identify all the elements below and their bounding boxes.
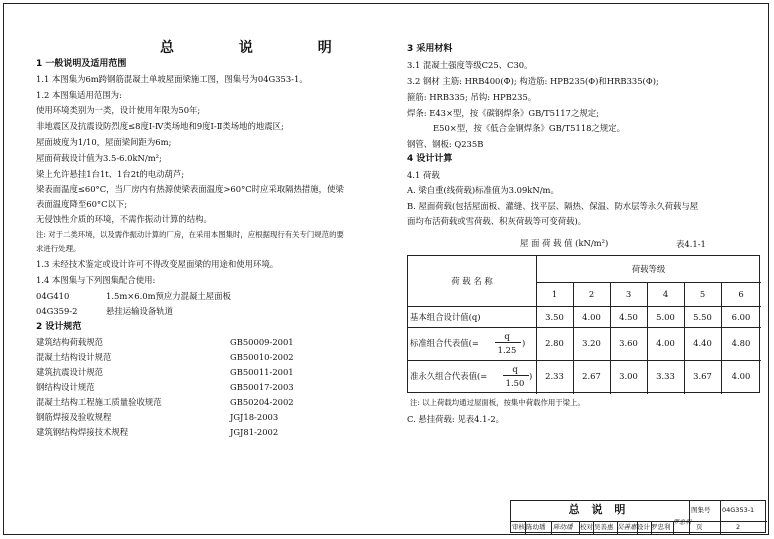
code-number: GB50017-2003 xyxy=(230,382,294,392)
scope-line: 非地震区及抗震设防烈度≤8度Ⅰ-Ⅳ类场地和9度Ⅰ-Ⅱ类场地的地震区; xyxy=(36,121,284,131)
fraction-numerator: q xyxy=(512,364,518,374)
table-cell: 4.50 xyxy=(619,312,638,322)
table-cell: 3.60 xyxy=(619,338,638,348)
table-cell: 3.67 xyxy=(693,371,712,381)
load-line: 面均布活荷载或雪荷载、积灰荷载等可变荷载)。 xyxy=(407,216,587,226)
table-cell: 3.33 xyxy=(656,371,675,381)
material-line: 钢管、钢板: Q235B xyxy=(407,139,484,149)
grade-header: 6 xyxy=(738,289,744,299)
table-title: 屋 面 荷 载 值 (kN/m²) xyxy=(520,238,609,248)
fraction-numerator: q xyxy=(504,331,510,341)
load-line: B. 屋面荷载(包括屋面板、灌缝、找平层、隔热、保温、防水层等永久荷载与屋 xyxy=(407,201,699,211)
code-name: 钢结构设计规范 xyxy=(36,382,95,392)
section-3-heading: 3 采用材料 xyxy=(407,44,453,54)
scope-line: 梁表面温度≤60°C，当厂房内有热源使梁表面温度>60°C时应采取隔热措施，使梁 xyxy=(36,184,344,194)
code-name: 钢筋焊接及验收规程 xyxy=(36,412,112,422)
scope-line: 使用环境类别为一类，设计使用年限为50年; xyxy=(36,105,201,115)
note-line: 注: 对于二类环境，以及需作振动计算的厂房，在采用本图集时，应根据现行有关专门规范的要 xyxy=(36,230,344,239)
material-line: 箍筋: HRB335; 吊钩: HPB235。 xyxy=(407,92,537,102)
col-grade: 荷载等级 xyxy=(631,264,666,274)
grade-header: 2 xyxy=(588,289,595,299)
code-number: GB50009-2001 xyxy=(230,337,294,347)
para-4-1: 4.1 荷载 xyxy=(407,170,440,180)
scope-line: 表面温度降至60°C以下; xyxy=(36,199,128,209)
para-3-1: 3.1 混凝土强度等级C25、C30。 xyxy=(407,60,533,70)
grade-header: 5 xyxy=(699,289,706,299)
table-note: 注: 以上荷载均通过屋面板，按集中荷载作用于梁上。 xyxy=(410,398,585,407)
row-label: 标准组合代表值(= xyxy=(410,338,479,348)
atlas-desc: 悬挂运输设备轨道 xyxy=(106,306,173,316)
table-cell: 5.50 xyxy=(693,312,712,322)
code-number: JGJ18-2003 xyxy=(230,412,279,422)
table-cell: 4.80 xyxy=(731,338,751,348)
fraction-denominator: 1.25 xyxy=(497,345,517,355)
table-cell: 4.00 xyxy=(582,312,601,322)
row-label: 基本组合设计值(q) xyxy=(410,312,481,322)
design-label: 设计 xyxy=(637,523,650,531)
atlas-label: 图集号 xyxy=(691,506,711,514)
fraction-denominator: 1.50 xyxy=(505,378,525,388)
review-label: 审核 xyxy=(512,523,525,531)
grade-header: 1 xyxy=(551,289,558,299)
page-number: 2 xyxy=(736,523,741,531)
atlas-code: 04G410 xyxy=(36,291,70,301)
row-label: 准永久组合代表值(= xyxy=(410,371,488,381)
load-table: 荷 载 名 称 荷载等级 1 2 3 4 5 6 基本组合设计值(q) 3.50 4.00 4.50 5.00 5.50 6.00 标准组合代表值(= q 1.25 ) 2.80 3.20 3.60 4.00 4.40 4.80 准永久组合代表值(= q 1.50 ) 2.33 2.67 3.00 3.33 3.67 4.00 xyxy=(407,255,760,393)
table-number: 表4.1-1 xyxy=(676,239,706,249)
table-cell: 4.00 xyxy=(656,338,675,348)
scope-line: 屋面坡度为1/10，屋面梁间距为6m; xyxy=(36,137,172,147)
scope-line: 屋面荷载设计值为3.5-6.0kN/m²; xyxy=(36,153,162,163)
para-1-4: 1.4 本图集与下列图集配合使用: xyxy=(36,275,156,285)
check-signature: 吴善惠 xyxy=(617,523,637,531)
check-label: 校对 xyxy=(580,523,593,531)
table-cell: 2.80 xyxy=(545,338,564,348)
section-2-heading: 2 设计规范 xyxy=(36,322,82,332)
table-cell: 3.00 xyxy=(619,371,638,381)
table-cell: 3.50 xyxy=(545,312,564,322)
grade-header: 3 xyxy=(625,289,632,299)
code-name: 混凝土结构工程施工质量验收规范 xyxy=(36,397,162,407)
design-name: 罗忠利 xyxy=(651,523,671,531)
table-cell: 4.00 xyxy=(731,371,751,381)
atlas-desc: 1.5m×6.0m预应力混凝土屋面板 xyxy=(106,291,231,301)
section-4-heading: 4 设计计算 xyxy=(407,154,453,164)
table-cell: 3.20 xyxy=(582,338,601,348)
section-1-heading: 1 一般说明及适用范围 xyxy=(36,59,127,69)
code-name: 建筑钢结构焊接技术规程 xyxy=(36,427,129,437)
table-cell: 6.00 xyxy=(731,312,751,322)
page-title: 总 说 明 xyxy=(160,40,362,56)
para-1-1: 1.1 本图集为6m跨钢筋混凝土单坡屋面梁施工图，图集号为04G353-1。 xyxy=(36,74,308,84)
code-number: GB50011-2001 xyxy=(230,367,294,377)
page-label: 页 xyxy=(696,523,703,531)
design-signature: 罗忠利 xyxy=(673,519,692,526)
para-1-2: 1.2 本图集适用范围为: xyxy=(36,90,122,100)
code-name: 混凝土结构设计规范 xyxy=(36,352,112,362)
code-number: GB50010-2002 xyxy=(230,352,294,362)
atlas-number: 04G353-1 xyxy=(722,506,755,514)
review-name: 陈幼璠 xyxy=(526,523,546,531)
table-cell: 2.67 xyxy=(582,371,601,381)
note-line: 求进行处理。 xyxy=(36,244,81,253)
scope-line: 梁上允许悬挂1台1t、1台2t的电动葫芦; xyxy=(36,169,185,179)
check-name: 吴善惠 xyxy=(594,523,614,531)
material-line: 焊条: E43×型，按《碳钢焊条》GB/T5117之规定; xyxy=(407,108,599,118)
code-number: GB50204-2002 xyxy=(230,397,294,407)
grade-header: 4 xyxy=(662,289,669,299)
code-number: JGJ81-2002 xyxy=(230,427,279,437)
table-cell: 2.33 xyxy=(545,371,564,381)
para-3-2: 3.2 钢材 主筋: HRB400(Ф); 构造筋: HPB235(Φ)和HRB335(Φ); xyxy=(407,76,659,86)
load-line: A. 梁自重(线荷载)标准值为3.09kN/m。 xyxy=(407,185,559,195)
para-c: C. 悬挂荷载: 见表4.1-2。 xyxy=(407,414,505,424)
para-1-3: 1.3 未经技术鉴定或设计许可不得改变屋面梁的用途和使用环境。 xyxy=(36,259,279,269)
scope-line: 无侵蚀性介质的环境，不需作振动计算的结构。 xyxy=(36,214,212,224)
review-signature: 陈幼璠 xyxy=(553,523,573,531)
table-cell: 5.00 xyxy=(656,312,675,322)
titleblock-name: 总 说 明 xyxy=(568,503,630,516)
atlas-code: 04G359-2 xyxy=(36,306,78,316)
table-cell: 4.40 xyxy=(693,338,712,348)
col-load-name: 荷 载 名 称 xyxy=(451,276,493,286)
code-name: 建筑抗震设计规范 xyxy=(36,367,103,377)
code-name: 建筑结构荷载规范 xyxy=(36,337,103,347)
material-line: E50×型，按《低合金钢焊条》GB/T5118之规定。 xyxy=(433,123,625,133)
